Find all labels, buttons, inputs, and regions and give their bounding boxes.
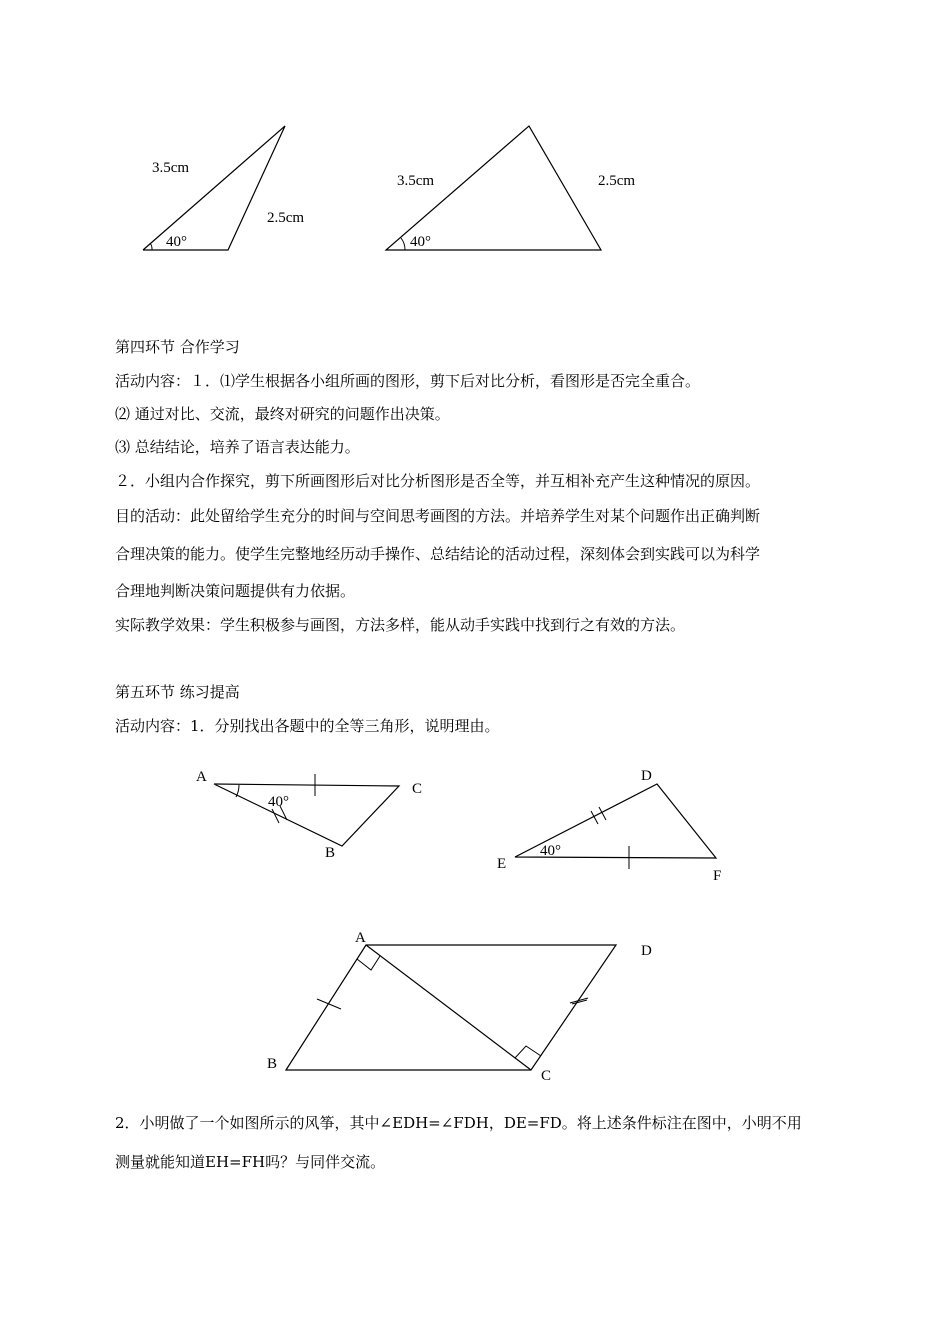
abcd-label-b: B bbox=[267, 1056, 278, 1072]
section4-paragraph-6: 合理决策的能力。使学生完整地经历动手操作、总结结论的活动过程，深刻体会到实践可以为科学 bbox=[115, 545, 761, 563]
triangle-top-left bbox=[143, 126, 304, 250]
abcd-label-c: C bbox=[541, 1068, 552, 1084]
section4-paragraph-4: ２．小组内合作探究，剪下所画图形后对比分析图形是否全等，并互相补充产生这种情况的原因。 bbox=[115, 472, 761, 490]
section4-paragraph-8: 实际教学效果：学生积极参与画图，方法多样，能从动手实践中找到行之有效的方法。 bbox=[115, 616, 686, 634]
abc-label-a: A bbox=[196, 769, 207, 785]
triangle-top-right bbox=[386, 126, 635, 250]
section5-heading: 第五环节 练习提高 bbox=[115, 683, 240, 701]
abcd-label-d: D bbox=[641, 943, 652, 959]
tr-side-b-label: 2.5cm bbox=[598, 173, 636, 189]
def-angle-label: 40° bbox=[540, 843, 561, 859]
abcd-label-a: A bbox=[355, 930, 366, 946]
tl-side-a-label: 3.5cm bbox=[152, 160, 190, 176]
section5-paragraph-1: 活动内容：1．分别找出各题中的全等三角形，说明理由。 bbox=[115, 717, 500, 735]
tl-side-b-label: 2.5cm bbox=[267, 210, 305, 226]
triangle-abc bbox=[196, 769, 422, 861]
section4-paragraph-1: 活动内容：１．⑴学生根据各小组所画的图形，剪下后对比分析，看图形是否完全重合。 bbox=[115, 372, 701, 390]
parallelogram-abcd bbox=[267, 930, 652, 1084]
section4-paragraph-5: 目的活动：此处留给学生充分的时间与空间思考画图的方法。并培养学生对某个问题作出正确判断 bbox=[115, 507, 761, 525]
abc-angle-label: 40° bbox=[268, 794, 289, 810]
section4-paragraph-3: ⑶ 总结结论，培养了语言表达能力。 bbox=[115, 438, 360, 456]
problem2-line-2: 测量就能知道EH=FH吗？与同伴交流。 bbox=[115, 1153, 386, 1171]
abc-label-b: B bbox=[325, 845, 336, 861]
def-label-e: E bbox=[497, 856, 507, 872]
triangle-def bbox=[497, 768, 721, 884]
abc-label-c: C bbox=[412, 781, 423, 797]
section4-heading: 第四环节 合作学习 bbox=[115, 338, 240, 356]
tr-angle-label: 40° bbox=[410, 234, 431, 250]
def-label-d: D bbox=[641, 768, 652, 784]
tr-side-a-label: 3.5cm bbox=[397, 173, 435, 189]
section4-paragraph-7: 合理地判断决策问题提供有力依据。 bbox=[115, 582, 356, 600]
def-label-f: F bbox=[713, 868, 722, 884]
problem2-line-1: 2．小明做了一个如图所示的风筝，其中∠EDH=∠FDH，DE=FD。将上述条件标注在图中，小明不用 bbox=[115, 1114, 802, 1132]
section4-paragraph-2: ⑵ 通过对比、交流，最终对研究的问题作出决策。 bbox=[115, 405, 450, 423]
tl-angle-label: 40° bbox=[166, 234, 187, 250]
